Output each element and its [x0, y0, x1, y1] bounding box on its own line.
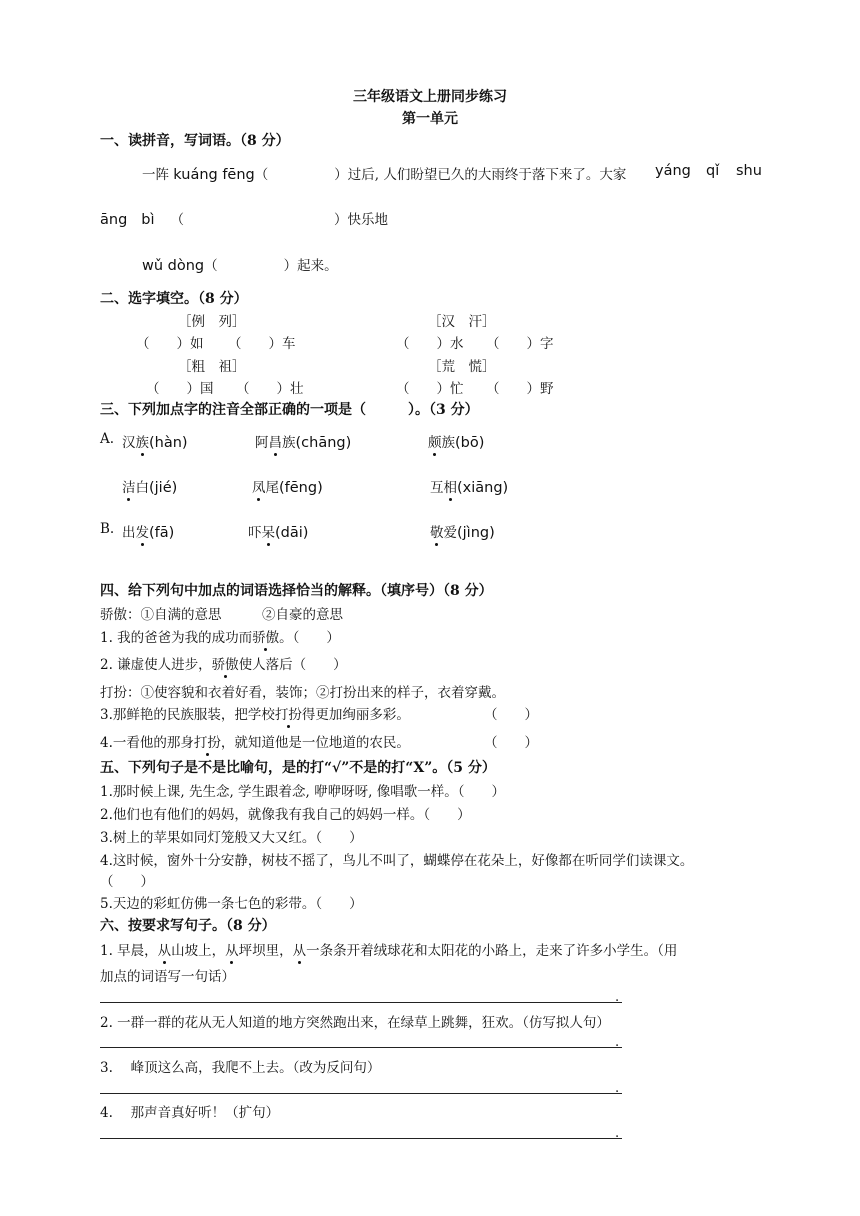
answer-blank[interactable]: （ ）: [100, 874, 154, 890]
fill-item[interactable]: （ ）水: [396, 336, 464, 352]
page-title: 三年级语文上册同步练习: [353, 89, 507, 105]
question-item[interactable]: 5.天边的彩虹仿佛一条七色的彩带。（ ）: [100, 896, 363, 912]
fill-item[interactable]: （ ）忙: [396, 381, 464, 397]
s1-line-2: [100, 208, 388, 228]
s1-text: ）起来。: [283, 258, 338, 274]
pinyin-yang: yáng: [655, 163, 691, 179]
pinyin-item: 颇族(bō): [428, 431, 484, 451]
char-group-4: ［荒 慌］: [428, 359, 496, 375]
option-a-label[interactable]: A.: [100, 431, 115, 447]
section-2-heading: 二、选字填空。（8 分）: [100, 291, 248, 307]
question-item: 4. 那声音真好听！（扩句）: [100, 1105, 280, 1121]
unit-title: 第一单元: [402, 111, 458, 127]
question-item: 1. 早晨，从山坡上，从坪坝里，从一条条开着绒球花和太阳花的小路上，走来了许多小学生。（用: [100, 939, 677, 959]
period-mark: .: [615, 1081, 620, 1096]
question-item[interactable]: 4.这时候，窗外十分安静，树枝不摇了，鸟儿不叫了，蝴蝶停在花朵上，好像都在听同学们读课文。: [100, 853, 694, 869]
fill-item[interactable]: （ ）国: [146, 381, 214, 397]
question-item: 加点的词语写一句话）: [100, 969, 235, 985]
question-item[interactable]: 2. 谦虚使人进步，骄傲使人落后（ ）: [100, 653, 347, 673]
section-1-heading: 一、读拼音，写词语。（8 分）: [100, 133, 290, 149]
answer-blank[interactable]: （ ）: [484, 707, 538, 723]
question-item[interactable]: 1. 我的爸爸为我的成功而骄傲。（ ）: [100, 626, 340, 646]
answer-blank[interactable]: （ ）: [484, 735, 538, 751]
char-group-1: ［例 列］: [178, 314, 246, 330]
section-6-heading: 六、按要求写句子。（8 分）: [100, 918, 276, 934]
question-item: 3. 峰顶这么高，我爬不上去。（改为反问句）: [100, 1060, 381, 1076]
option-b-label[interactable]: B.: [100, 521, 115, 537]
s1-text: ）快乐地: [334, 212, 389, 228]
pinyin-item: 敬爱(jìng): [430, 521, 495, 541]
pinyin-item: 吓呆(dāi): [248, 521, 308, 541]
s1-text: 一阵: [142, 167, 169, 183]
fill-item[interactable]: （ ）字: [486, 336, 554, 352]
period-mark: .: [615, 1126, 620, 1141]
fill-item[interactable]: （ ）车: [228, 336, 296, 352]
char-group-2: ［汉 汗］: [428, 314, 496, 330]
pinyin-item: 阿昌族(chāng): [255, 431, 351, 451]
bracket-open: （: [170, 212, 185, 228]
pinyin-ang: āng: [100, 212, 128, 228]
fill-item[interactable]: （ ）壮: [236, 381, 304, 397]
question-item[interactable]: 4.一看他的那身打扮，就知道他是一位地道的农民。: [100, 731, 410, 751]
period-mark: .: [615, 1035, 620, 1050]
pinyin-item: 出发(fā): [122, 521, 174, 541]
definition-jiaoao: 骄傲：①自满的意思 ②自豪的意思: [100, 607, 343, 623]
bracket-open: （: [254, 167, 269, 183]
answer-line[interactable]: [100, 1093, 622, 1094]
pinyin-qi: qǐ: [706, 163, 720, 179]
fill-item[interactable]: （ ）如: [136, 336, 204, 352]
question-item[interactable]: 2.他们也有他们的妈妈，就像我有我自己的妈妈一样。（ ）: [100, 807, 471, 823]
fill-item[interactable]: （ ）野: [486, 381, 554, 397]
pinyin-wudong: wǔ dòng: [142, 258, 205, 274]
period-mark: .: [615, 990, 620, 1005]
char-group-3: ［粗 祖］: [178, 359, 246, 375]
s1-line-1: [142, 163, 626, 183]
s1-text: ）过后, 人们盼望已久的大雨终于落下来了。大家: [334, 167, 627, 183]
section-5-heading: 五、下列句子是不是比喻句，是的打“√”不是的打“X”。（5 分）: [100, 760, 496, 776]
pinyin-shu: shu: [736, 163, 762, 179]
question-item: 2. 一群一群的花从无人知道的地方突然跑出来，在绿草上跳舞，狂欢。（仿写拟人句）: [100, 1015, 610, 1031]
s1-line-3: [142, 254, 338, 274]
section-4-heading: 四、给下列句中加点的词语选择恰当的解释。（填序号）（8 分）: [100, 583, 493, 599]
pinyin-item: 凤尾(fēng): [252, 476, 323, 496]
question-item[interactable]: 3.树上的苹果如同灯笼般又大又红。（ ）: [100, 830, 363, 846]
section-3-heading: 三、下列加点字的注音全部正确的一项是（ ）。（3 分）: [100, 402, 479, 418]
pinyin-bi: bì: [141, 212, 155, 228]
answer-line[interactable]: [100, 1047, 622, 1048]
answer-line[interactable]: [100, 1138, 622, 1139]
question-item[interactable]: 3.那鲜艳的民族服装，把学校打扮得更加绚丽多彩。: [100, 703, 410, 723]
question-item[interactable]: 1.那时候上课, 先生念, 学生跟着念, 咿咿呀呀, 像唱歌一样。（ ）: [100, 784, 505, 800]
pinyin-item: 汉族(hàn): [122, 431, 188, 451]
pinyin-item: 互相(xiāng): [430, 476, 508, 496]
answer-line[interactable]: [100, 1002, 622, 1003]
pinyin-item: 洁白(jié): [122, 476, 177, 496]
pinyin-kuangfeng: kuáng fēng: [173, 167, 255, 183]
definition-daban: 打扮：①使容貌和衣着好看，装饰；②打扮出来的样子，衣着穿戴。: [100, 685, 505, 701]
bracket-open: （: [204, 258, 218, 274]
